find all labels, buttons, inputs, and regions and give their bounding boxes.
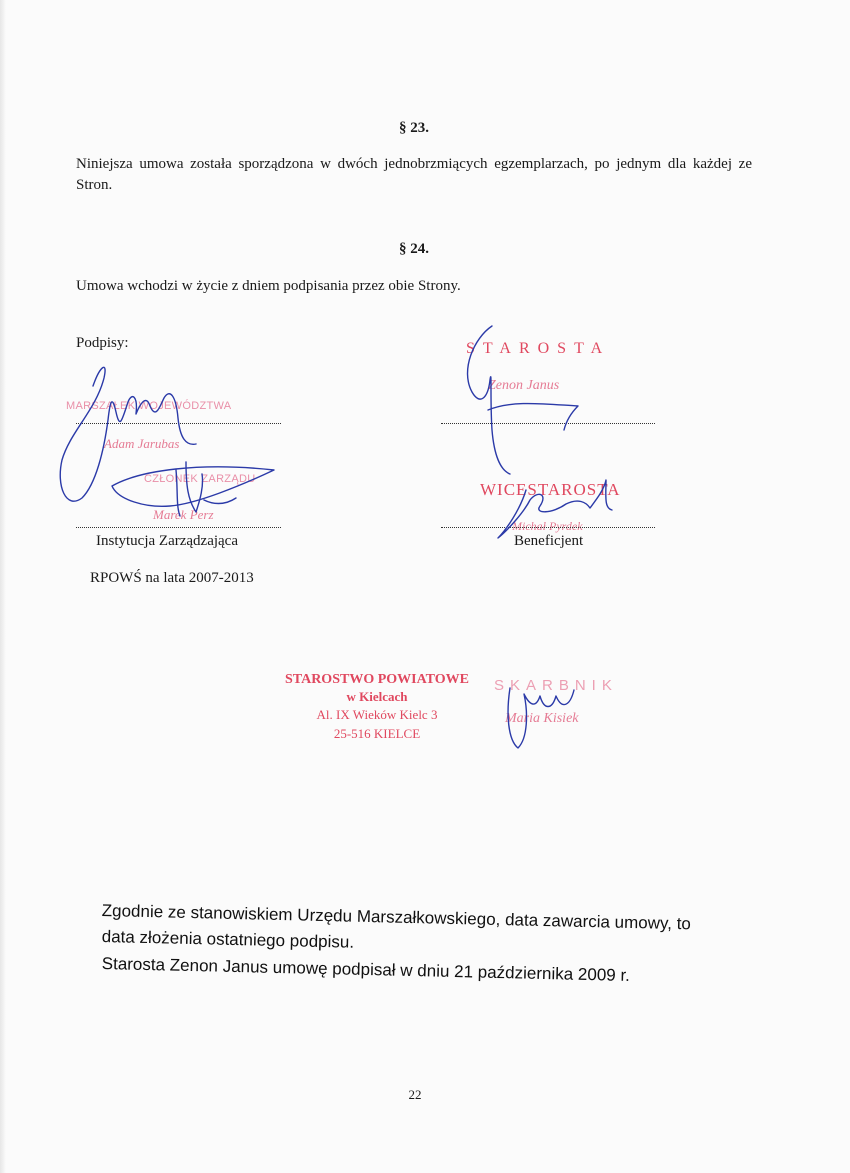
left-caption-2: RPOWŚ na lata 2007-2013 bbox=[90, 570, 254, 586]
note-line-1: Zgodnie ze stanowiskiem Urzędu Marszałkowskiego, data zawarcia umowy, to bbox=[101, 900, 692, 934]
treasurer-stamp-name: Maria Kisiek bbox=[505, 711, 579, 726]
office-stamp-line-1: STAROSTWO POWIATOWE bbox=[285, 672, 469, 687]
page-number: 22 bbox=[408, 1087, 422, 1102]
signatures-label: Podpisy: bbox=[76, 335, 129, 351]
signature-left-top bbox=[60, 367, 196, 501]
section-24-heading: § 24. bbox=[399, 241, 429, 257]
note-line-2: data złożenia ostatniego podpisu. bbox=[101, 926, 355, 952]
right-stamp-title: STAROSTA bbox=[466, 340, 611, 357]
signature-right-bottom bbox=[498, 480, 612, 538]
right-caption: Beneficjent bbox=[514, 533, 584, 549]
signature-right-top bbox=[468, 326, 578, 474]
office-stamp-line-3: Al. IX Wieków Kielc 3 bbox=[316, 707, 438, 722]
note-line-3: Starosta Zenon Janus umowę podpisał w dniu 21 października 2009 r. bbox=[101, 953, 631, 985]
treasurer-stamp-title: SKARBNIK bbox=[494, 677, 618, 694]
left-stamp-title-2: CZŁONEK ZARZĄDU bbox=[144, 473, 256, 485]
office-stamp-line-4: 25-516 KIELCE bbox=[333, 726, 421, 741]
left-stamp-title: MARSZAŁEK WOJEWÓDZTWA bbox=[66, 400, 232, 412]
left-stamp-name: Adam Jarubas bbox=[104, 436, 180, 451]
section-23-text: Niniejsza umowa została sporządzona w dwóch jednobrzmiących egzemplarzach, po jednym dla każdej ze Stron. bbox=[76, 156, 752, 193]
right-stamp-title-2: WICESTAROSTA bbox=[480, 480, 621, 499]
left-stamp-name-2: Marek Perz bbox=[153, 507, 214, 522]
office-stamp-line-2: w Kielcach bbox=[346, 689, 408, 704]
left-caption: Instytucja Zarządzająca bbox=[96, 533, 238, 549]
signature-left-bottom bbox=[112, 467, 274, 506]
section-23-heading: § 23. bbox=[399, 120, 429, 136]
section-24-text: Umowa wchodzi w życie z dniem podpisania przez obie Strony. bbox=[76, 278, 461, 294]
signature-treasurer bbox=[508, 688, 574, 748]
right-stamp-name: Zenon Janus bbox=[488, 378, 560, 393]
right-stamp-name-2: Michał Pyrdek bbox=[512, 519, 583, 533]
